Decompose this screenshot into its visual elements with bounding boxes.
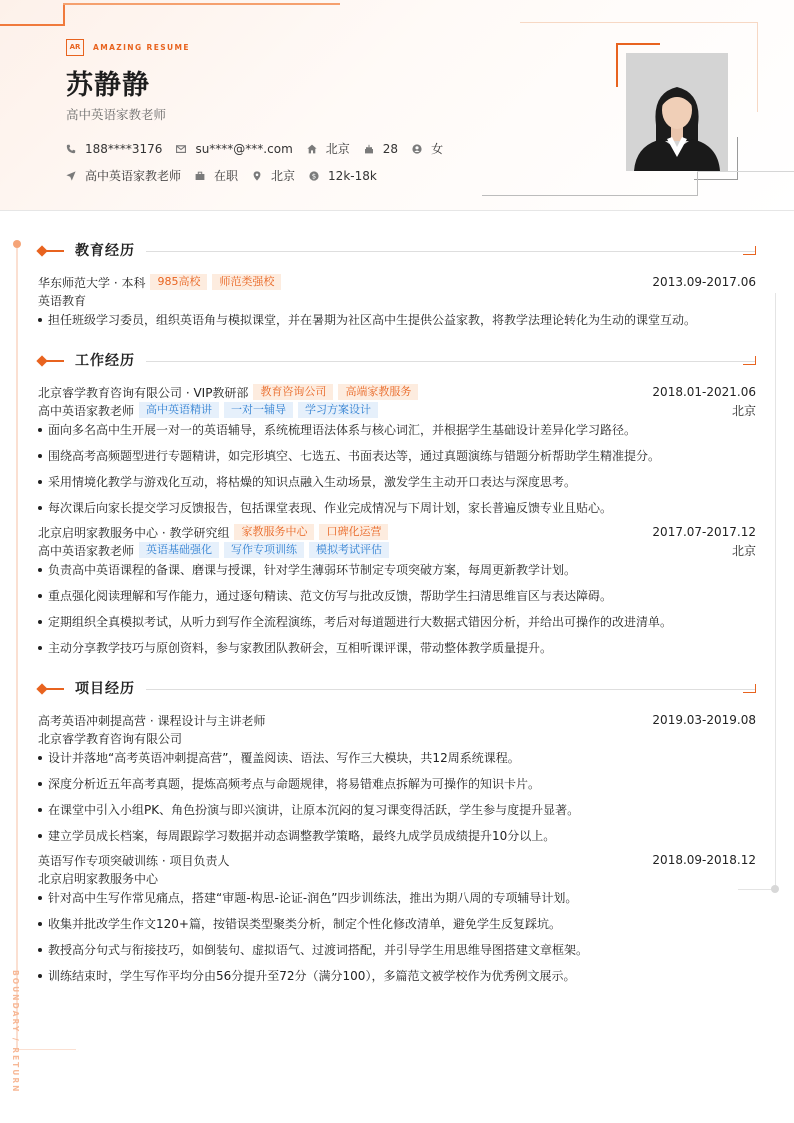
candidate-title: 高中英语家教老师 — [66, 107, 167, 122]
header-accent-line — [0, 24, 64, 26]
contact-row — [66, 140, 457, 157]
cake-icon — [364, 144, 374, 154]
work-date: 2017.07-2017.12 — [652, 525, 756, 539]
timeline-line — [16, 248, 18, 1050]
project-org: 北京启明家教服务中心 — [38, 871, 159, 886]
list-item: 深度分析近五年高考真题，提炼高频考点与命题规律，将易错难点拆解为可操作的知识卡片。 — [38, 775, 756, 793]
age-info — [364, 142, 398, 156]
corner-bracket-icon — [743, 684, 756, 693]
salary-text: 12k-18k — [328, 168, 377, 183]
brand-text: AMAZING RESUME — [93, 43, 190, 52]
work-location: 北京 — [731, 403, 756, 418]
photo-frame-accent — [616, 43, 660, 45]
list-item: 针对高中生写作常见痛点，搭建“审题-构思-论证-润色”四步训练法，推出为期八周的专项辅导计划。 — [38, 889, 756, 907]
header-accent-line — [520, 22, 758, 23]
status-info — [195, 167, 238, 184]
status-text: 在职 — [214, 169, 239, 183]
header-accent-line — [63, 3, 340, 5]
header-divider-line — [697, 171, 698, 196]
phone-icon — [66, 144, 76, 154]
skill-tag: 一对一辅导 — [224, 402, 293, 418]
home-icon — [307, 144, 317, 154]
work-entry-company — [38, 383, 756, 401]
header-divider-line — [482, 195, 698, 196]
list-item: 建立学员成长档案，每周跟踪学习数据并动态调整教学策略，最终九成学员成绩提升10分以上。 — [38, 827, 756, 845]
skill-tag: 写作专项训练 — [224, 542, 304, 558]
project-org-line — [38, 869, 756, 887]
list-item: 负责高中英语课程的备课、磨课与授课，针对学生薄弱环节制定专项突破方案，每周更新教学计划。 — [38, 561, 756, 579]
email-text: su****@***.com — [195, 141, 293, 156]
company-tag: 家教服务中心 — [234, 524, 314, 540]
location-info — [252, 167, 295, 184]
corner-bracket-icon — [743, 356, 756, 365]
project-entry — [38, 851, 756, 869]
header-accent-line — [63, 4, 65, 26]
section-title: 项目经历 — [75, 681, 135, 697]
candidate-name: 苏静静 — [66, 70, 150, 101]
company-tag: 教育咨询公司 — [253, 384, 333, 400]
major: 英语教育 — [38, 293, 87, 308]
skill-tag: 模拟考试评估 — [309, 542, 389, 558]
project-entry — [38, 711, 756, 729]
job-intent-row — [66, 167, 391, 184]
profile-photo-illustration — [626, 53, 728, 171]
work-entry-company — [38, 523, 756, 541]
skill-tag: 高中英语精讲 — [139, 402, 219, 418]
project-date: 2018.09-2018.12 — [652, 853, 756, 867]
role-name: 高中英语家教老师 — [38, 543, 135, 558]
mail-icon — [176, 144, 186, 154]
right-decor-line — [775, 293, 776, 890]
list-item: 收集并批改学生作文120+篇，按错误类型聚类分析，制定个性化修改清单，避免学生反复踩坑。 — [38, 915, 756, 933]
list-item: 设计并落地“高考英语冲刺提高营”，覆盖阅读、语法、写作三大模块，共12周系统课程。 — [38, 749, 756, 767]
list-item: 主动分享教学技巧与原创资料，参与家教团队教研会，互相听课评课，带动整体教学质量提升。 — [38, 639, 756, 657]
gender-info — [412, 140, 443, 157]
list-item: 教授高分句式与衔接技巧，如倒装句、虚拟语气、过渡词搭配，并引导学生用思维导图搭建文章框架。 — [38, 941, 756, 959]
phone-text: 188****3176 — [85, 141, 163, 156]
svg-text:$: $ — [311, 172, 317, 181]
project-date: 2019.03-2019.08 — [652, 713, 756, 727]
list-item: 采用情境化教学与游戏化互动，将枯燥的知识点融入生动场景，激发学生主动开口表达与深度思考。 — [38, 473, 756, 491]
list-item: 围绕高考高频题型进行专题精讲，如完形填空、七选五、书面表达等，通过真题演练与错题分析帮助学生精准提分。 — [38, 447, 756, 465]
salary-info — [309, 169, 377, 183]
user-icon — [412, 144, 422, 154]
role-name: 高中英语家教老师 — [38, 403, 135, 418]
location-text: 北京 — [271, 169, 296, 183]
city-text: 北京 — [325, 142, 350, 156]
company-tag: 高端家教服务 — [338, 384, 418, 400]
project-org: 北京睿学教育咨询有限公司 — [38, 731, 183, 746]
skill-tag: 学习方案设计 — [298, 402, 378, 418]
timeline-line — [16, 1049, 76, 1050]
photo-frame-accent — [616, 43, 618, 87]
list-item: 重点强化阅读理解和写作能力，通过逐句精读、范文仿写与批改反馈，帮助学生扫清思维盲区与表达障碍。 — [38, 587, 756, 605]
project-org-line — [38, 729, 756, 747]
list-item: 在课堂中引入小组PK、角色扮演与即兴演讲，让原本沉闷的复习课变得活跃，学生参与度提升显著。 — [38, 801, 756, 819]
list-item: 定期组织全真模拟考试，从听力到写作全流程演练，考后对每道题进行大数据式错因分析，并给出可操作的改进清单。 — [38, 613, 756, 631]
project-name: 英语写作专项突破训练 · 项目负责人 — [38, 853, 230, 868]
brand-badge: AR — [66, 39, 84, 56]
skill-tag: 英语基础强化 — [139, 542, 219, 558]
company-tag: 口碑化运营 — [319, 524, 388, 540]
education-entry — [38, 273, 756, 291]
school-tag: 985高校 — [150, 274, 207, 290]
location-pin-icon — [252, 171, 262, 181]
photo-frame-accent — [737, 137, 738, 180]
profile-photo — [626, 53, 728, 171]
header-divider-line — [697, 171, 794, 172]
money-icon — [309, 171, 319, 181]
timeline-dot — [13, 240, 21, 248]
list-item: 担任班级学习委员，组织英语角与模拟课堂，并在暑期为社区高中生提供公益家教，将教学法理论转化为生动的课堂互动。 — [38, 311, 756, 329]
work-date: 2018.01-2021.06 — [652, 385, 756, 399]
project-name: 高考英语冲刺提高营 · 课程设计与主讲老师 — [38, 713, 266, 728]
section-title: 教育经历 — [75, 243, 135, 259]
city-info — [307, 140, 350, 157]
education-major-line — [38, 291, 756, 309]
work-entry-role — [38, 401, 756, 419]
age-text: 28 — [382, 141, 399, 156]
phone-info — [66, 142, 162, 156]
send-icon — [66, 171, 76, 181]
education-date: 2013.09-2017.06 — [652, 275, 756, 289]
photo-frame-accent — [694, 179, 738, 180]
target-info — [66, 167, 181, 184]
company-name: 北京启明家教服务中心 · 教学研究组 — [38, 525, 230, 540]
target-position-text: 高中英语家教老师 — [85, 169, 182, 183]
school-name: 华东师范大学 · 本科 — [38, 275, 146, 290]
section-education-header — [38, 243, 756, 259]
list-item: 每次课后向家长提交学习反馈报告，包括课堂表现、作业完成情况与下周计划，家长普遍反馈专业且贴心。 — [38, 499, 756, 517]
company-name: 北京睿学教育咨询有限公司 · VIP教研部 — [38, 385, 249, 400]
side-watermark: BOUNDARY / RETURN — [11, 970, 20, 1094]
school-tag: 师范类强校 — [212, 274, 281, 290]
list-item: 训练结束时，学生写作平均分由56分提升至72分（满分100），多篇范文被学校作为优秀例文展示。 — [38, 967, 756, 985]
gender-text: 女 — [431, 142, 444, 156]
header-accent-line — [757, 22, 758, 112]
right-decor-dot — [771, 885, 779, 893]
section-work-header — [38, 353, 756, 369]
section-title: 工作经历 — [75, 353, 135, 369]
briefcase-icon — [195, 171, 205, 181]
email-info — [176, 142, 292, 156]
corner-bracket-icon — [743, 246, 756, 255]
section-projects-header — [38, 681, 756, 697]
work-entry-role — [38, 541, 756, 559]
list-item: 面向多名高中生开展一对一的英语辅导，系统梳理语法体系与核心词汇，并根据学生基础设计差异化学习路径。 — [38, 421, 756, 439]
work-location: 北京 — [731, 543, 756, 558]
